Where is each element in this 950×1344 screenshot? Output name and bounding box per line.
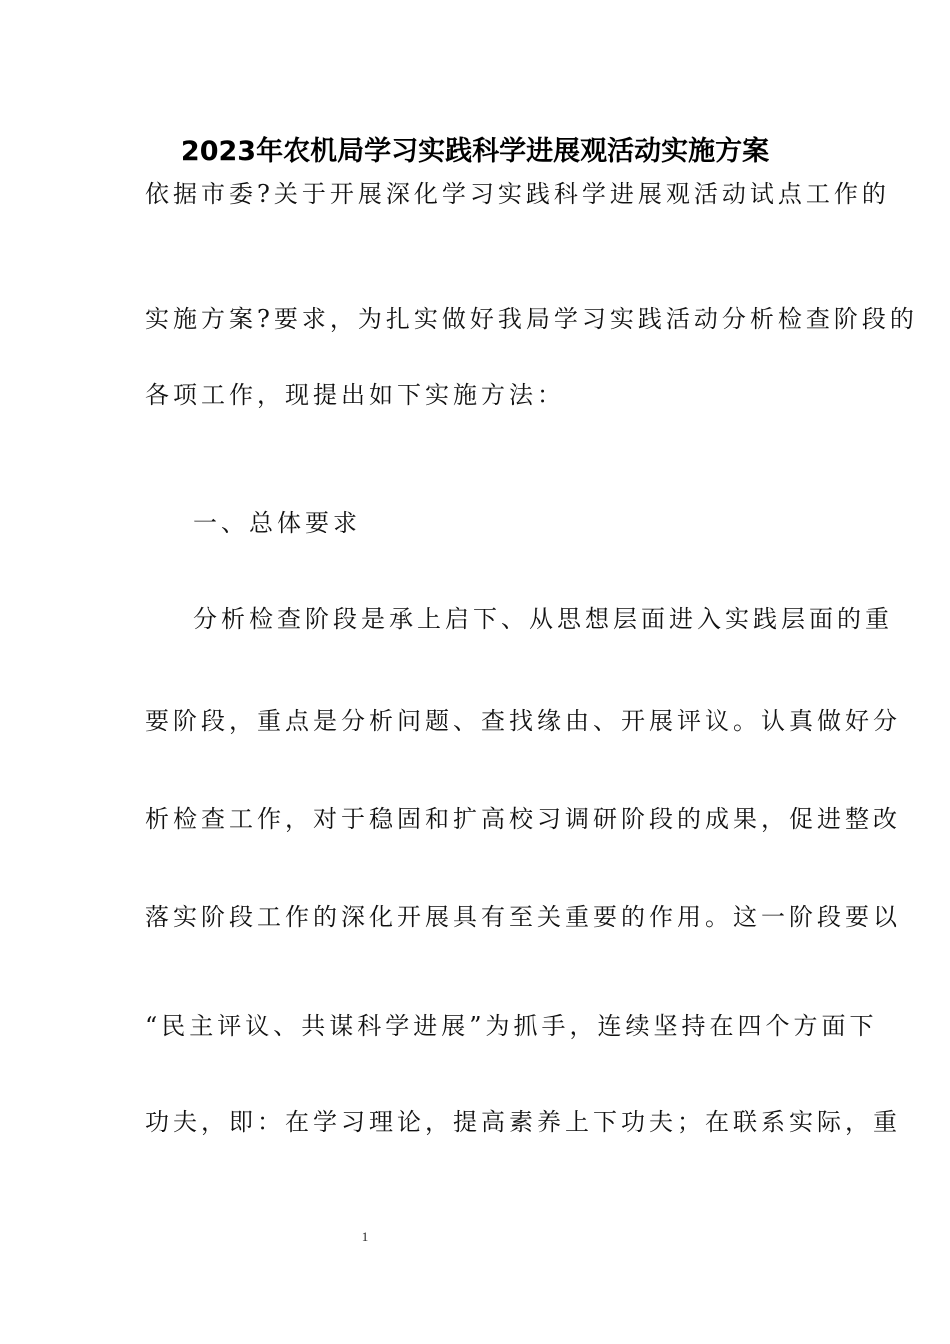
- paragraph-line: 落实阶段工作的深化开展具有至关重要的作用。这一阶段要以: [145, 903, 901, 931]
- paragraph-line: 析检查工作，对于稳固和扩高校习调研阶段的成果，促进整改: [145, 805, 901, 833]
- paragraph-line: 依据市委?关于开展深化学习实践科学进展观活动试点工作的: [145, 180, 890, 208]
- paragraph-line: “民主评议、共谋科学进展”为抓手，连续坚持在四个方面下: [145, 1012, 878, 1040]
- document-title: 2023年农机局学习实践科学进展观活动实施方案: [180, 136, 770, 167]
- section-heading: 一、总体要求: [193, 509, 361, 537]
- paragraph-line: 要阶段，重点是分析问题、查找缘由、开展评议。认真做好分: [145, 707, 901, 735]
- paragraph-line: 功夫，即：在学习理论，提高素养上下功夫；在联系实际，重: [145, 1108, 901, 1136]
- page-number: 1: [361, 1229, 369, 1244]
- paragraph-line: 分析检查阶段是承上启下、从思想层面进入实践层面的重: [193, 605, 893, 633]
- paragraph-line: 各项工作，现提出如下实施方法：: [145, 381, 565, 409]
- paragraph-line: 实施方案?要求，为扎实做好我局学习实践活动分析检查阶段的: [145, 305, 918, 333]
